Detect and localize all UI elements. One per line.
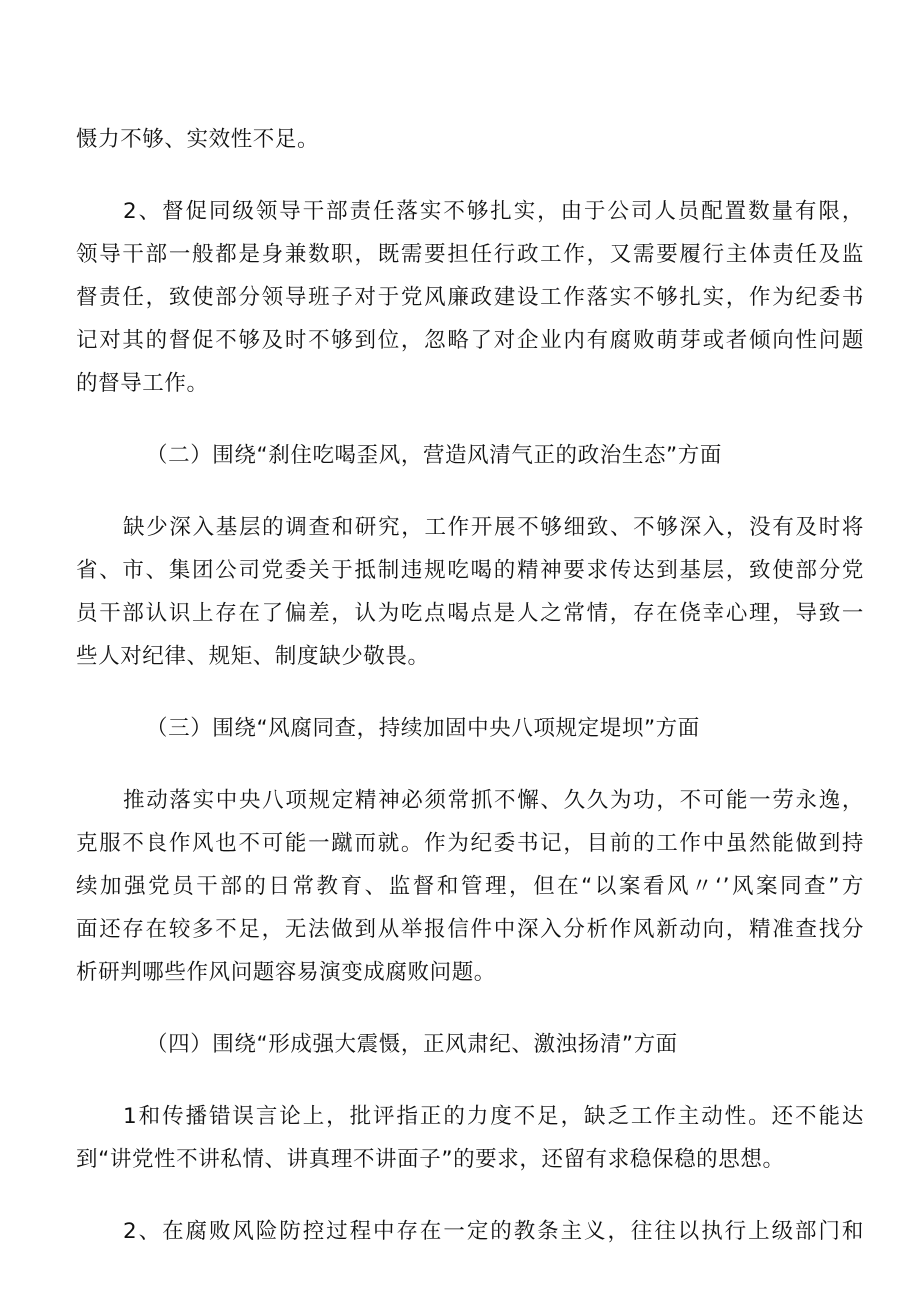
paragraph-body [76,1210,864,1253]
paragraph-body [76,506,864,678]
text-line: 省、市、集团公司党委关于抵制违规吃喝的精神要求传达到基层，致使部分党 [76,558,864,583]
heading-line: （二）围绕“刹住吃喝歪风，营造风清气正的政治生态”方面 [146,443,722,468]
text-line: 2、在腐败风险防控过程中存在一定的教条主义，往往以执行上级部门和 [123,1219,864,1244]
paragraph-continuation [76,118,864,161]
paragraph-body [76,190,864,405]
text-line: 督责任，致使部分领导班子对于党风廉政建设工作落实不够扎实，作为纪委书 [76,285,864,310]
text-line: 析研判哪些作风问题容易演变成腐败问题。 [76,960,496,985]
document-page [76,118,864,1253]
text-line: 2、督促同级领导干部责任落实不够扎实，由于公司人员配置数量有限， [123,199,864,224]
text-line: 缺少深入基层的调查和研究，工作开展不够细致、不够深入，没有及时将 [123,515,864,540]
section-heading [76,1023,864,1066]
paragraph-body [76,1095,864,1181]
text-line: 克服不良作风也不可能一蹴而就。作为纪委书记，目前的工作中虽然能做到持 [76,831,864,856]
paragraph-body [76,779,864,994]
heading-line: （四）围绕“形成强大震慑，正风肃纪、激浊扬清”方面 [146,1032,678,1057]
text-line: 1和传播错误言论上，批评指正的力度不足，缺乏工作主动性。还不能达 [123,1104,864,1129]
text-line: 慑力不够、实效性不足。 [76,127,320,152]
text-line: 的督导工作。 [76,371,209,396]
section-heading [76,434,864,477]
text-line: 领导干部一般都是身兼数职，既需要担任行政工作，又需要履行主体责任及监 [76,242,864,267]
text-line: 记对其的督促不够及时不够到位，忽略了对企业内有腐败萌芽或者倾向性问题 [76,328,864,353]
text-line: 员干部认识上存在了偏差，认为吃点喝点是人之常情，存在侥幸心理，导致一 [76,601,864,626]
text-line: 些人对纪律、规矩、制度缺少敬畏。 [76,644,430,669]
text-line: 到“讲党性不讲私情、讲真理不讲面子”的要求，还留有求稳保稳的思想。 [76,1147,785,1172]
section-heading [76,707,864,750]
text-line: 推动落实中央八项规定精神必须常抓不懈、久久为功，不可能一劳永逸， [123,788,864,813]
heading-line: （三）围绕“风腐同查，持续加固中央八项规定堤坝”方面 [146,716,700,741]
text-line: 面还存在较多不足，无法做到从举报信件中深入分析作风新动向，精准查找分 [76,917,864,942]
text-line: 续加强党员干部的日常教育、监督和管理，但在“以案看风〃‘’风案同查”方 [76,874,864,899]
